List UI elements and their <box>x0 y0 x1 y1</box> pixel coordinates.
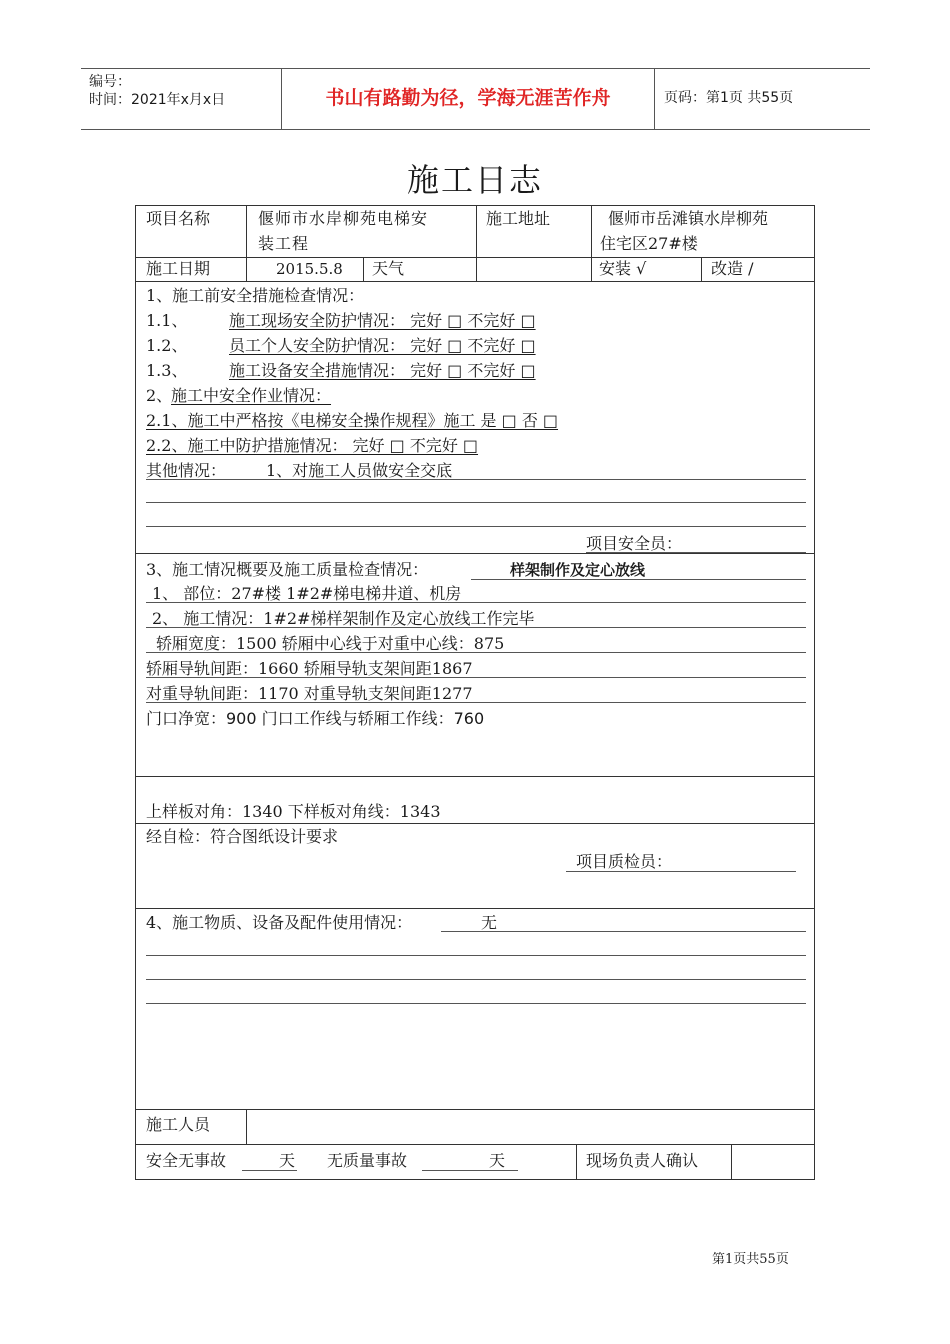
address-label: 施工地址 <box>486 209 551 228</box>
project-name-label: 项目名称 <box>146 209 211 228</box>
document-title: 施工日志 <box>406 161 543 199</box>
header-number-label: 编号： <box>89 74 131 90</box>
fill-line <box>146 702 806 703</box>
row-divider <box>136 776 814 777</box>
col-divider <box>476 206 477 281</box>
safety-heading2: 施工中安全作业情况： <box>171 386 332 405</box>
fill-line <box>146 602 806 603</box>
quality-line: 轿厢宽度：1500 轿厢中心线于对重中心线：875 <box>156 634 505 653</box>
safety-heading2-prefix: 2、 <box>146 386 173 405</box>
fill-line <box>146 526 806 527</box>
fill-line <box>146 502 806 503</box>
project-name-line2: 装工程 <box>258 234 310 253</box>
header-meta-cell <box>81 69 282 129</box>
fill-line <box>146 1003 806 1004</box>
safety-item-num: 1.2、 <box>146 336 188 355</box>
safety-heading: 1、施工前安全措施检查情况： <box>146 286 365 305</box>
weather-label: 天气 <box>372 259 405 278</box>
safety-item-2-2: 2.2、施工中防护措施情况： 完好 □ 不完好 □ <box>146 436 479 455</box>
inspector-label: 项目质检员： <box>576 852 673 871</box>
fill-line <box>146 677 806 678</box>
fill-line <box>146 955 806 956</box>
quality-days-unit: 天 <box>489 1151 506 1170</box>
safety-officer-label: 项目安全员： <box>586 534 683 553</box>
safety-days-unit: 天 <box>279 1151 296 1170</box>
no-quality-accident-label: 无质量事故 <box>327 1151 408 1170</box>
fill-line <box>441 931 806 932</box>
col-divider <box>701 257 702 281</box>
row-divider <box>136 908 814 909</box>
signature-line <box>586 552 806 553</box>
row-divider <box>136 823 814 824</box>
safety-item-2-1: 2.1、施工中严格按《电梯安全操作规程》施工 是 □ 否 □ <box>146 411 559 430</box>
materials-value: 无 <box>481 913 498 932</box>
safety-item: 施工设备安全措施情况： 完好 □ 不完好 □ <box>229 361 536 380</box>
header-motto: 书山有路勤为径，学海无涯苦作舟 <box>282 69 655 129</box>
fill-line <box>146 979 806 980</box>
no-safety-accident-label: 安全无事故 <box>146 1151 227 1170</box>
safety-item-num: 1.3、 <box>146 361 188 380</box>
address-line2: 住宅区27#楼 <box>600 234 698 253</box>
fill-line <box>146 627 806 628</box>
page-footer: 第1页共55页 <box>712 1252 789 1267</box>
renovate-checkbox-label: 改造 / <box>711 259 754 278</box>
date-label: 施工日期 <box>146 259 211 278</box>
fill-line <box>146 652 806 653</box>
col-divider <box>576 1144 577 1179</box>
header-time-label: 时间：2021年x月x日 <box>89 92 226 108</box>
site-manager-confirm-label: 现场负责人确认 <box>586 1151 699 1170</box>
other-label: 其他情况： <box>146 461 227 480</box>
row-divider <box>136 1144 814 1145</box>
quality-line: 对重导轨间距：1170 对重导轨支架间距1277 <box>146 684 473 703</box>
row-divider <box>136 1109 814 1110</box>
project-name-line1: 偃师市水岸柳苑电梯安 <box>258 209 429 228</box>
construction-log-form <box>135 205 815 1180</box>
quality-line: 轿厢导轨间距：1660 轿厢导轨支架间距1867 <box>146 659 473 678</box>
door-dimension-line: 门口净宽：900 门口工作线与轿厢工作线：760 <box>146 709 485 728</box>
col-divider <box>731 1144 732 1179</box>
workers-label: 施工人员 <box>146 1115 211 1134</box>
col-divider <box>246 206 247 281</box>
header-page-info: 页码：第1页 共55页 <box>664 90 794 106</box>
materials-heading: 4、施工物质、设备及配件使用情况： <box>146 913 413 932</box>
quality-heading: 3、施工情况概要及施工质量检查情况： <box>146 560 429 579</box>
other-value: 1、对施工人员做安全交底 <box>266 461 453 480</box>
safety-item-num: 1.1、 <box>146 311 188 330</box>
row-divider <box>136 281 814 282</box>
safety-item: 施工现场安全防护情况： 完好 □ 不完好 □ <box>229 311 536 330</box>
quality-line: 2、 施工情况：1#2#梯样架制作及定心放线工作完毕 <box>152 609 535 628</box>
col-divider <box>363 257 364 281</box>
fill-line <box>422 1170 518 1171</box>
col-divider <box>246 1109 247 1144</box>
diagonal-line: 上样板对角：1340 下样板对角线：1343 <box>146 802 441 821</box>
fill-line <box>146 479 806 480</box>
row-divider <box>136 257 814 258</box>
date-value: 2015.5.8 <box>276 260 343 278</box>
safety-item: 员工个人安全防护情况： 完好 □ 不完好 □ <box>229 336 536 355</box>
quality-heading-value: 样架制作及定心放线 <box>510 561 646 579</box>
install-checkbox-label: 安装 √ <box>599 259 647 278</box>
signature-line <box>566 871 796 872</box>
col-divider <box>591 206 592 281</box>
fill-line <box>242 1170 297 1171</box>
address-line1: 偃师市岳滩镇水岸柳苑 <box>608 209 769 228</box>
row-divider <box>136 553 814 554</box>
fill-line <box>471 579 806 580</box>
quality-line: 1、 部位：27#楼 1#2#梯电梯井道、机房 <box>152 584 462 603</box>
page-header <box>81 68 870 130</box>
self-check-result: 经自检：符合图纸设计要求 <box>146 827 339 846</box>
